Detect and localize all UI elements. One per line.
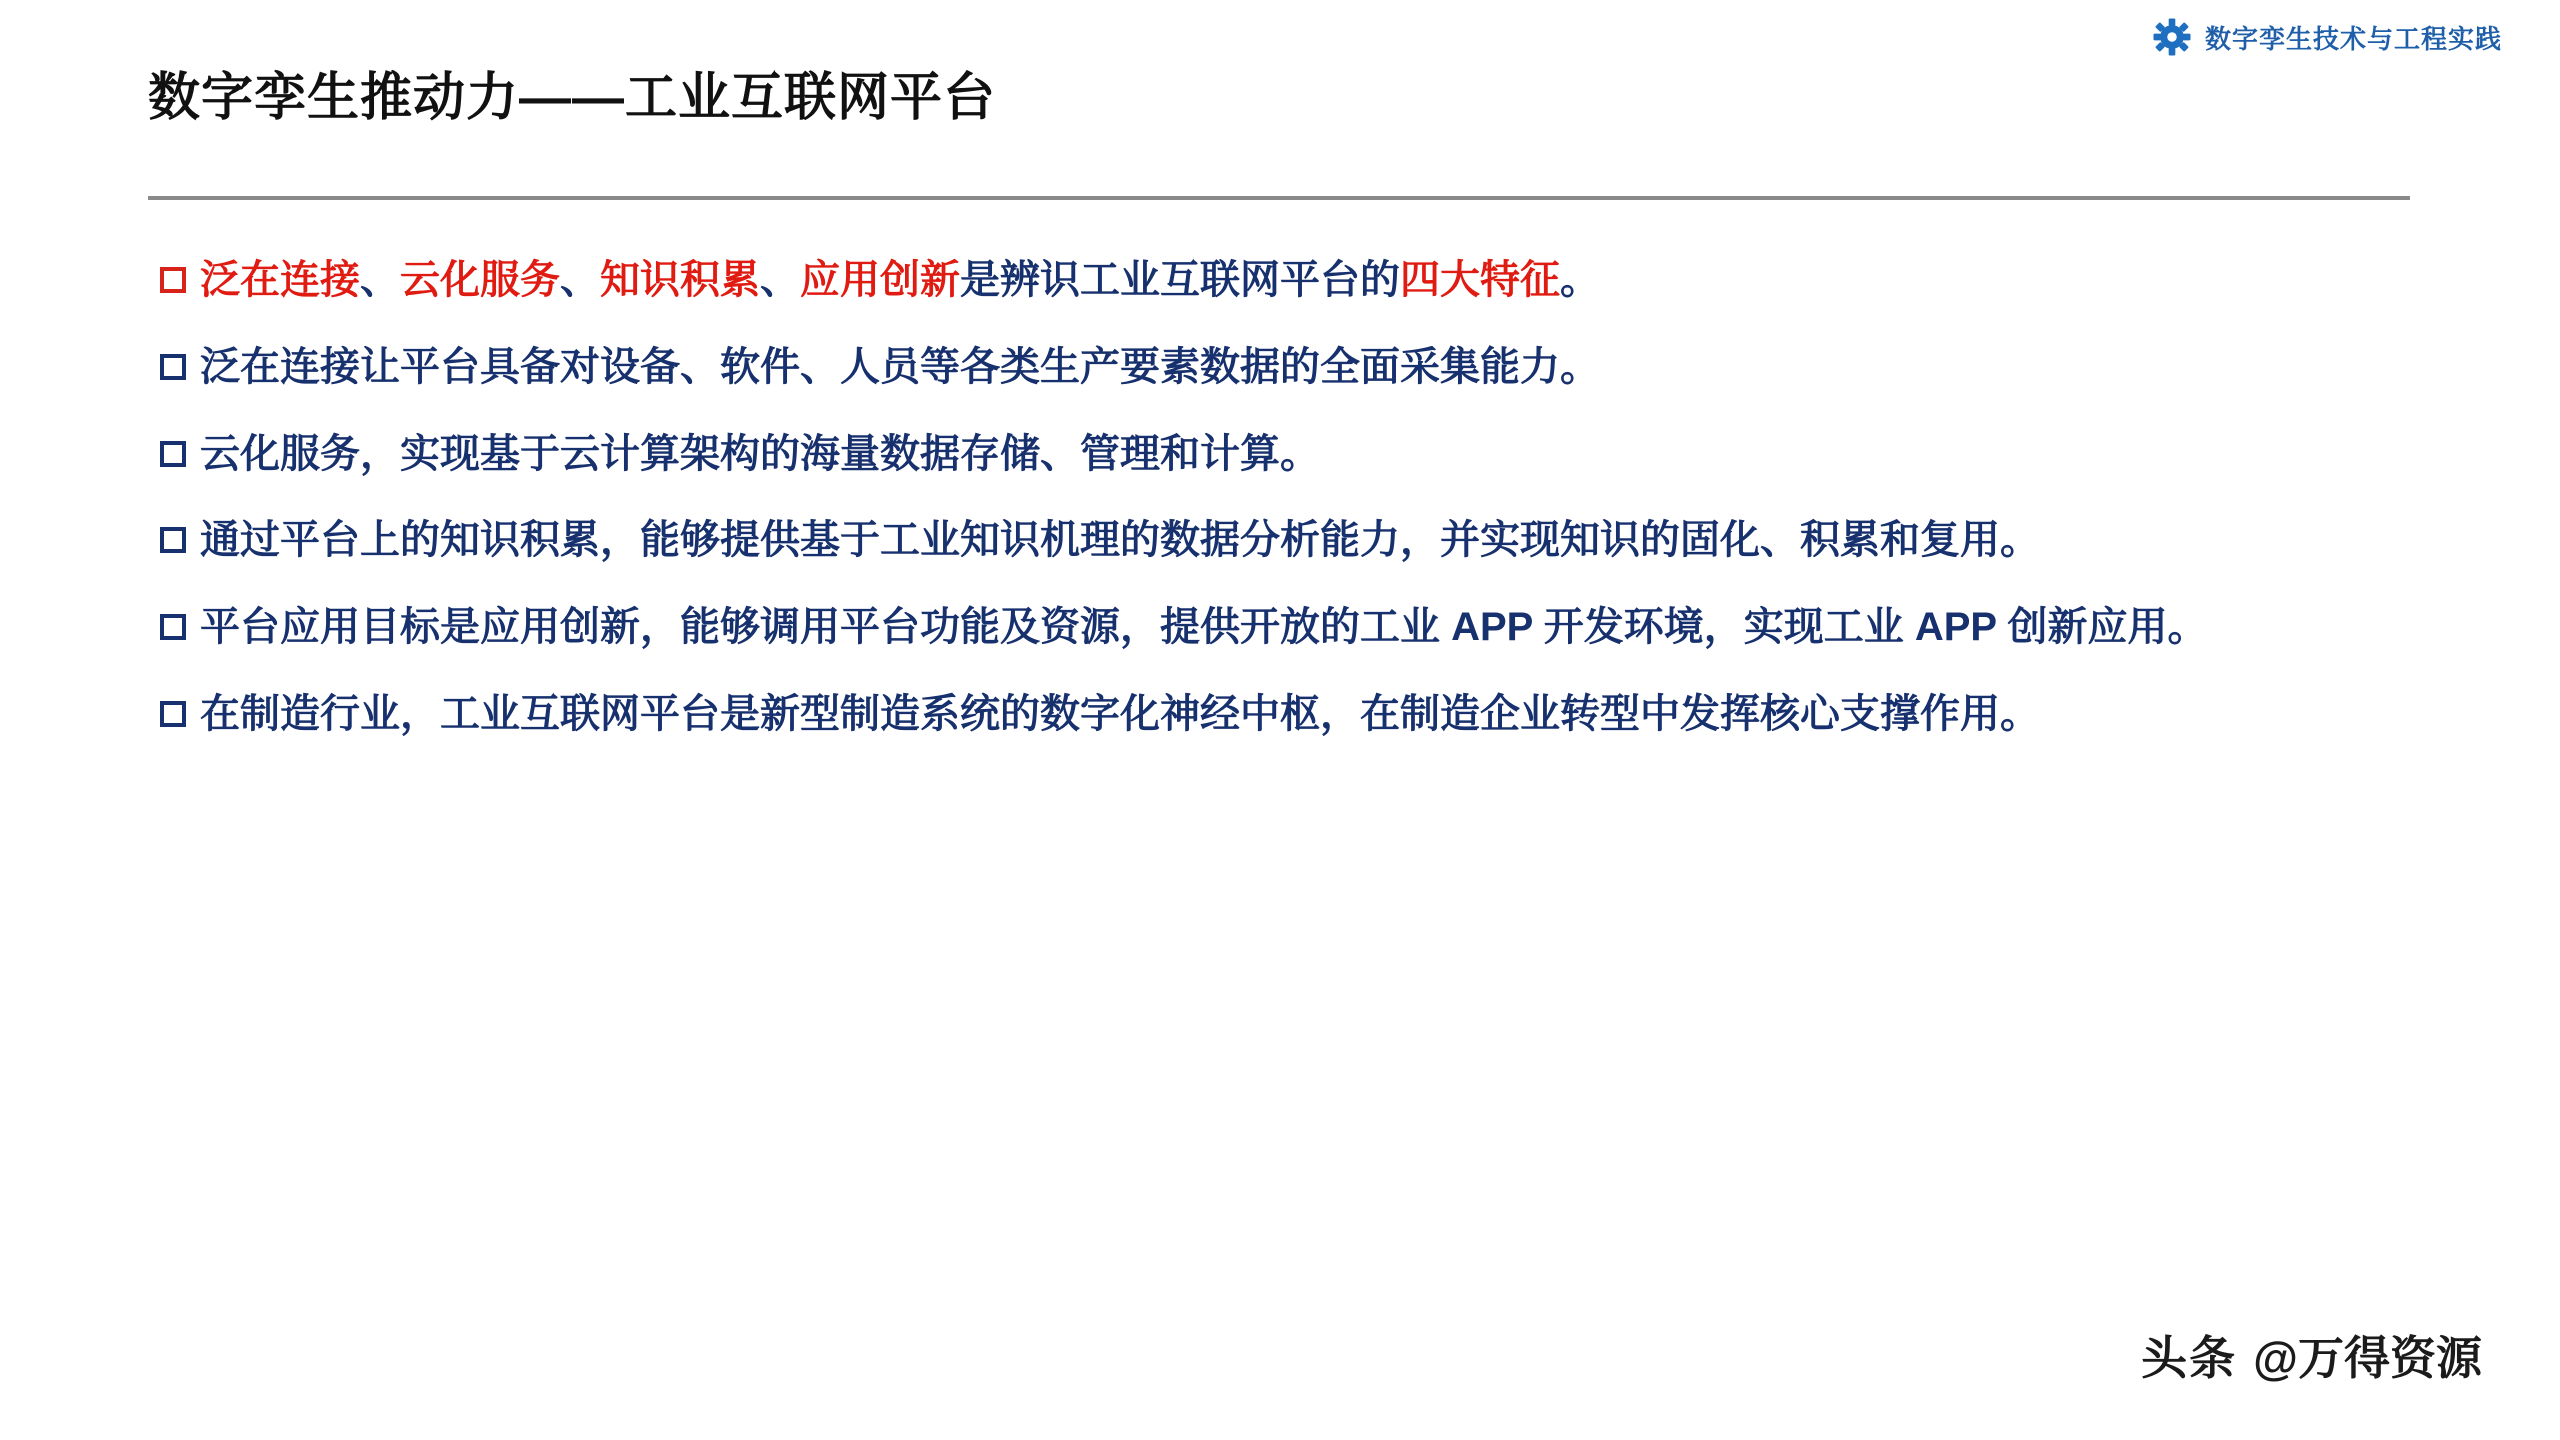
emphasis-text: 云化服务 [400, 258, 560, 302]
emphasis-text: 泛在连接 [200, 258, 360, 302]
list-item [160, 252, 2412, 309]
brand-header [2153, 18, 2502, 56]
emphasis-text: 应用创新 [800, 258, 960, 302]
list-item-text: 泛在连接让平台具备对设备、软件、人员等各类生产要素数据的全面采集能力。 [200, 344, 1600, 389]
title-divider [148, 196, 2410, 200]
square-outline-icon [160, 527, 186, 553]
list-item [160, 426, 2412, 483]
list-item-text: 平台应用目标是应用创新，能够调用平台功能及资源，提供开放的工业 APP 开发环境，实现工业 APP 创新应用。 [200, 605, 2208, 650]
list-item [160, 686, 2412, 743]
list-item-text: 泛在连接、云化服务、知识积累、应用创新是辨识工业互联网平台的四大特征。 [200, 258, 1600, 302]
square-outline-icon [160, 614, 186, 640]
bullet-list [160, 252, 2412, 773]
emphasis-text: 四大特征 [1400, 258, 1560, 302]
watermark-handle: @万得资源 [2253, 1332, 2482, 1384]
page-title: 数字孪生推动力——工业互联网平台 [148, 69, 997, 127]
square-outline-icon [160, 354, 186, 380]
list-item [160, 339, 2412, 396]
square-outline-icon [160, 441, 186, 467]
square-outline-icon [160, 701, 186, 727]
watermark-logo: 头条 [2141, 1332, 2238, 1384]
list-item-text: 在制造行业，工业互联网平台是新型制造系统的数字化神经中枢，在制造企业转型中发挥核心支撑作用。 [200, 691, 2040, 736]
emphasis-text: 知识积累 [600, 258, 760, 302]
brand-title: 数字孪生技术与工程实践 [2204, 24, 2502, 54]
list-item-text: 云化服务，实现基于云计算架构的海量数据存储、管理和计算。 [200, 431, 1320, 476]
watermark [2141, 1322, 2482, 1388]
square-outline-icon [160, 267, 186, 293]
list-item [160, 512, 2412, 569]
list-item [160, 599, 2412, 656]
gear-icon [2153, 18, 2191, 56]
list-item-text: 通过平台上的知识积累，能够提供基于工业知识机理的数据分析能力，并实现知识的固化、积累和复用。 [200, 518, 2040, 563]
